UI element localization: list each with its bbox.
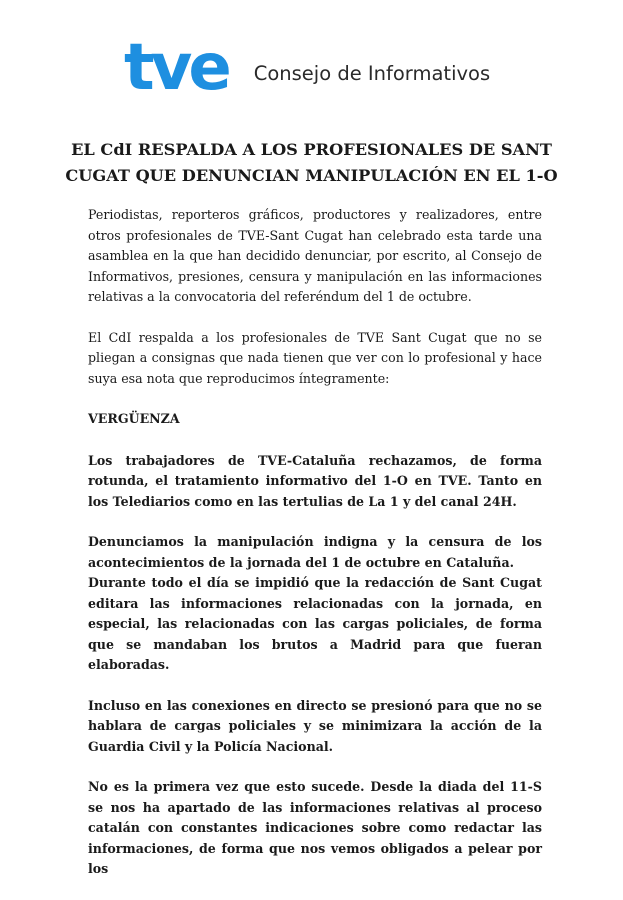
document-title: EL CdI RESPALDA A LOS PROFESIONALES DE SANT CUGAT QUE DENUNCIAN MANIPULACIÓN EN EL 1-O (65, 140, 558, 185)
note-paragraph: Durante todo el día se impidió que la redacción de Sant Cugat editara las informaciones relacionadas con la jornada, en especial, las relacionadas con las cargas policiales, de forma que se mandaban los brutos a Madrid para que fueran elaboradas. (88, 575, 542, 672)
support-paragraph: El CdI respalda a los profesionales de TVE Sant Cugat que no se pliegan a consignas que nada tienen que ver con lo profesional y hace suya esa nota que reproducimos íntegramente: (88, 329, 542, 386)
note-heading: VERGÜENZA (88, 411, 180, 426)
intro-paragraph: Periodistas, reporteros gráficos, productores y realizadores, entre otros profesionales de TVE-Sant Cugat han celebrado esta tarde una asamblea en la que han decidido denunciar, por escrito, al Consejo de Informativos, presiones, censura y manipulación en las informaciones relativas a la convocatoria del referéndum del 1 de octubre. (88, 207, 542, 304)
organization-name: Consejo de Informativos (253, 61, 491, 85)
note-paragraph: Los trabajadores de TVE-Cataluña rechazamos, de forma rotunda, el tratamiento informativo del 1-O en TVE. Tanto en los Telediarios como en las tertulias de La 1 y del canal 24H. (88, 452, 542, 509)
note-paragraph: Denunciamos la manipulación indigna y la censura de los acontecimientos de la jornada del 1 de octubre en Cataluña. (88, 534, 542, 570)
document-body (88, 205, 542, 900)
note-paragraph: Incluso en las conexiones en directo se presionó para que no se hablara de cargas policiales y se minimizara la acción de la Guardia Civil y la Policía Nacional. (88, 697, 542, 754)
note-paragraph: No es la primera vez que esto sucede. Desde la diada del 11-S se nos ha apartado de las informaciones relativas al proceso catalán con constantes indicaciones sobre como redactar las informaciones, de forma que nos vemos obligados a pelear por los (88, 779, 542, 876)
document-header (124, 31, 491, 105)
tve-logo: tve (124, 31, 228, 105)
